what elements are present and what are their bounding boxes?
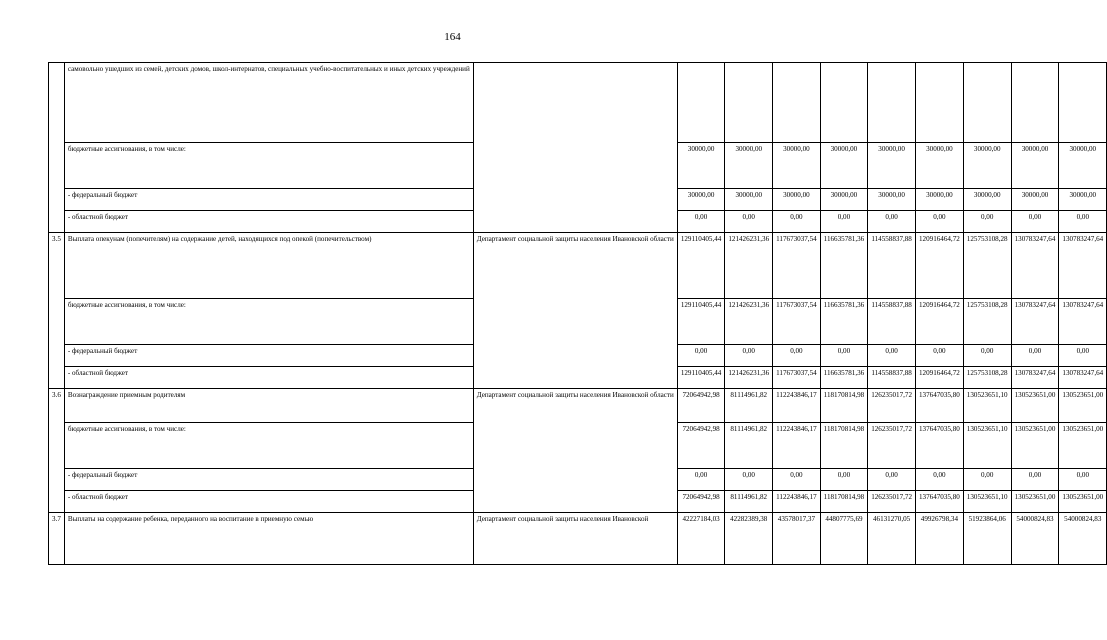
- value-cell: 42227184,03: [677, 513, 725, 565]
- table-row: [49, 233, 1107, 299]
- value-cell: 0,00: [773, 469, 821, 491]
- value-cell: 42282389,38: [725, 513, 773, 565]
- value-cell: [820, 63, 868, 143]
- value-cell: 130523651,00: [1059, 389, 1107, 423]
- item-name-cell: - областной бюджет: [64, 491, 473, 513]
- table-row: [49, 63, 1107, 143]
- value-cell: 130523651,00: [1011, 491, 1059, 513]
- value-cell: 54000824,83: [1011, 513, 1059, 565]
- value-cell: 137647035,80: [916, 389, 964, 423]
- value-cell: 0,00: [820, 345, 868, 367]
- value-cell: 30000,00: [1059, 143, 1107, 189]
- value-cell: 81114961,82: [725, 491, 773, 513]
- value-cell: 0,00: [1059, 345, 1107, 367]
- page-number: 164: [444, 31, 461, 43]
- value-cell: 130523651,00: [1011, 423, 1059, 469]
- row-number-cell: [49, 63, 65, 233]
- value-cell: 0,00: [916, 345, 964, 367]
- value-cell: 0,00: [677, 469, 725, 491]
- value-cell: 125753108,28: [963, 233, 1011, 299]
- value-cell: 126235017,72: [868, 491, 916, 513]
- value-cell: 81114961,82: [725, 423, 773, 469]
- item-name-cell: - областной бюджет: [64, 211, 473, 233]
- table-row: [49, 513, 1107, 565]
- row-number-cell: 3.5: [49, 233, 65, 389]
- value-cell: 121426231,36: [725, 233, 773, 299]
- item-name-cell: - федеральный бюджет: [64, 189, 473, 211]
- value-cell: 72064942,98: [677, 491, 725, 513]
- item-name-cell: бюджетные ассигнования, в том числе:: [64, 143, 473, 189]
- value-cell: 0,00: [916, 211, 964, 233]
- value-cell: 0,00: [820, 469, 868, 491]
- value-cell: 130523651,00: [1011, 389, 1059, 423]
- value-cell: 130523651,10: [963, 423, 1011, 469]
- value-cell: 46131270,05: [868, 513, 916, 565]
- value-cell: 112243846,17: [773, 389, 821, 423]
- value-cell: 51923864,06: [963, 513, 1011, 565]
- value-cell: 30000,00: [725, 143, 773, 189]
- value-cell: 120916464,72: [916, 233, 964, 299]
- value-cell: 30000,00: [725, 189, 773, 211]
- value-cell: 114558837,88: [868, 367, 916, 389]
- value-cell: 130783247,64: [1059, 233, 1107, 299]
- value-cell: 44807775,69: [820, 513, 868, 565]
- value-cell: 130783247,64: [1059, 299, 1107, 345]
- value-cell: [1059, 63, 1107, 143]
- value-cell: 118170814,98: [820, 423, 868, 469]
- value-cell: 125753108,28: [963, 367, 1011, 389]
- value-cell: 0,00: [1011, 211, 1059, 233]
- value-cell: 118170814,98: [820, 389, 868, 423]
- value-cell: 0,00: [1011, 469, 1059, 491]
- value-cell: 114558837,88: [868, 299, 916, 345]
- table-row: [49, 389, 1107, 423]
- item-name-cell: самовольно ушедших из семей, детских домов, школ-интернатов, специальных учебно-воспитательных и иных детских учреждений: [64, 63, 473, 143]
- item-name-cell: - федеральный бюджет: [64, 345, 473, 367]
- value-cell: 129110405,44: [677, 299, 725, 345]
- value-cell: 0,00: [725, 345, 773, 367]
- item-name-cell: - областной бюджет: [64, 367, 473, 389]
- value-cell: 130523651,10: [963, 491, 1011, 513]
- value-cell: 137647035,80: [916, 491, 964, 513]
- item-name-cell: Вознаграждение приемным родителям: [64, 389, 473, 423]
- value-cell: 112243846,17: [773, 491, 821, 513]
- value-cell: 0,00: [868, 345, 916, 367]
- value-cell: 72064942,98: [677, 389, 725, 423]
- value-cell: 81114961,82: [725, 389, 773, 423]
- value-cell: 30000,00: [677, 143, 725, 189]
- value-cell: 130783247,64: [1011, 233, 1059, 299]
- value-cell: [677, 63, 725, 143]
- value-cell: 30000,00: [677, 189, 725, 211]
- row-number-cell: 3.6: [49, 389, 65, 513]
- value-cell: 114558837,88: [868, 233, 916, 299]
- value-cell: 30000,00: [820, 189, 868, 211]
- value-cell: 0,00: [820, 211, 868, 233]
- budget-table: [48, 62, 1107, 565]
- value-cell: 116635781,36: [820, 299, 868, 345]
- value-cell: 30000,00: [916, 189, 964, 211]
- department-cell: [473, 299, 677, 389]
- value-cell: 112243846,17: [773, 423, 821, 469]
- value-cell: 54000824,83: [1059, 513, 1107, 565]
- value-cell: 72064942,98: [677, 423, 725, 469]
- value-cell: 130783247,64: [1011, 299, 1059, 345]
- value-cell: 137647035,80: [916, 423, 964, 469]
- value-cell: 126235017,72: [868, 389, 916, 423]
- row-number-cell: 3.7: [49, 513, 65, 565]
- value-cell: 116635781,36: [820, 233, 868, 299]
- value-cell: 0,00: [868, 469, 916, 491]
- department-cell: Департамент социальной защиты населения Ивановской: [473, 513, 677, 565]
- value-cell: [963, 63, 1011, 143]
- value-cell: 0,00: [725, 469, 773, 491]
- value-cell: 121426231,36: [725, 367, 773, 389]
- value-cell: 117673037,54: [773, 233, 821, 299]
- value-cell: [725, 63, 773, 143]
- value-cell: 30000,00: [963, 189, 1011, 211]
- value-cell: [916, 63, 964, 143]
- item-name-cell: Выплаты на содержание ребенка, переданного на воспитание в приемную семью: [64, 513, 473, 565]
- value-cell: 0,00: [725, 211, 773, 233]
- value-cell: 120916464,72: [916, 367, 964, 389]
- item-name-cell: - федеральный бюджет: [64, 469, 473, 491]
- value-cell: 43578017,37: [773, 513, 821, 565]
- value-cell: 30000,00: [868, 189, 916, 211]
- value-cell: 0,00: [868, 211, 916, 233]
- department-cell: Департамент социальной защиты населения Ивановской области: [473, 389, 677, 513]
- value-cell: 0,00: [916, 469, 964, 491]
- value-cell: 30000,00: [1011, 143, 1059, 189]
- value-cell: 0,00: [963, 345, 1011, 367]
- value-cell: 120916464,72: [916, 299, 964, 345]
- value-cell: [773, 63, 821, 143]
- value-cell: 130783247,64: [1059, 367, 1107, 389]
- value-cell: [868, 63, 916, 143]
- value-cell: 130523651,00: [1059, 491, 1107, 513]
- value-cell: 130523651,00: [1059, 423, 1107, 469]
- table-row: [49, 299, 1107, 345]
- value-cell: 0,00: [963, 469, 1011, 491]
- value-cell: 0,00: [773, 211, 821, 233]
- value-cell: 30000,00: [773, 189, 821, 211]
- value-cell: 129110405,44: [677, 233, 725, 299]
- value-cell: 30000,00: [963, 143, 1011, 189]
- value-cell: 0,00: [773, 345, 821, 367]
- value-cell: 117673037,54: [773, 367, 821, 389]
- item-name-cell: бюджетные ассигнования, в том числе:: [64, 299, 473, 345]
- value-cell: 30000,00: [916, 143, 964, 189]
- department-cell: [473, 63, 677, 233]
- value-cell: 0,00: [1059, 211, 1107, 233]
- value-cell: 30000,00: [773, 143, 821, 189]
- value-cell: 0,00: [963, 211, 1011, 233]
- value-cell: 121426231,36: [725, 299, 773, 345]
- value-cell: 130523651,10: [963, 389, 1011, 423]
- value-cell: 0,00: [1011, 345, 1059, 367]
- value-cell: 126235017,72: [868, 423, 916, 469]
- value-cell: 49926798,34: [916, 513, 964, 565]
- table-body: [49, 63, 1107, 565]
- item-name-cell: Выплата опекунам (попечителям) на содержание детей, находящихся под опекой (попечительством): [64, 233, 473, 299]
- value-cell: 30000,00: [1059, 189, 1107, 211]
- value-cell: 30000,00: [820, 143, 868, 189]
- value-cell: 30000,00: [1011, 189, 1059, 211]
- value-cell: 125753108,28: [963, 299, 1011, 345]
- value-cell: 118170814,98: [820, 491, 868, 513]
- value-cell: 30000,00: [868, 143, 916, 189]
- value-cell: 130783247,64: [1011, 367, 1059, 389]
- item-name-cell: бюджетные ассигнования, в том числе:: [64, 423, 473, 469]
- department-cell: Департамент социальной защиты населения Ивановской области: [473, 233, 677, 299]
- value-cell: [1011, 63, 1059, 143]
- value-cell: 117673037,54: [773, 299, 821, 345]
- value-cell: 0,00: [1059, 469, 1107, 491]
- value-cell: 116635781,36: [820, 367, 868, 389]
- value-cell: 0,00: [677, 211, 725, 233]
- value-cell: 0,00: [677, 345, 725, 367]
- value-cell: 129110405,44: [677, 367, 725, 389]
